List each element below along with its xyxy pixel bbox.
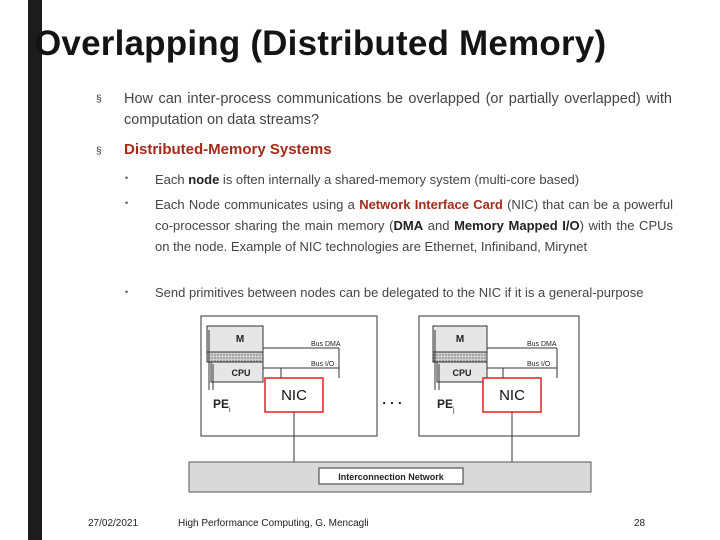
bus-io-label: Bus I/O <box>527 361 551 368</box>
bus-dma-label: Bus DMA <box>527 341 557 348</box>
bullet-marker: § <box>96 94 102 105</box>
bus-dma-label: Bus DMA <box>311 341 341 348</box>
ellipsis: . . . <box>382 391 402 407</box>
sub-bullet-marker: • <box>125 198 129 208</box>
cpu-label: CPU <box>452 368 472 378</box>
memory-label: M <box>235 334 245 345</box>
network-label: Interconnection Network <box>338 472 444 482</box>
sub-bullet-marker: • <box>125 173 129 183</box>
pe-label: PE <box>213 397 230 411</box>
footer-page-number: 28 <box>634 518 646 529</box>
nic-label: NIC <box>281 387 307 404</box>
pe-subscript: i <box>229 407 231 414</box>
nic-label: NIC <box>499 387 525 404</box>
bullet-text-question: How can inter-process communications be overlapped (or partially overlapped) with computation on data streams? <box>124 91 672 128</box>
slide-title: Overlapping (Distributed Memory) <box>34 24 607 63</box>
sub-bullet-nic: Each Node communicates using a Network Interface Card (NIC) that can be a powerful co-processor sharing the main memory (DMA and Memory Mapped I/O) with the CPUs on the node. Example of NIC technologies are Ethernet, Infiniband, Mirynet <box>155 197 674 254</box>
bus-io-label: Bus I/O <box>311 361 335 368</box>
sub-bullet-marker: • <box>125 287 129 297</box>
sub-bullet-node: Each node is often internally a shared-memory system (multi-core based) <box>155 172 580 187</box>
pe-subscript: j <box>453 407 455 414</box>
pe-label: PE <box>437 397 454 411</box>
footer-course: High Performance Computing, G. Mencagli <box>178 518 369 529</box>
distributed-memory-diagram <box>187 306 593 496</box>
pe-node-right <box>419 316 579 462</box>
bullet-marker: § <box>96 146 102 157</box>
pe-node-left <box>201 316 377 462</box>
bullet-heading-distributed-memory: Distributed-Memory Systems <box>124 141 332 158</box>
footer-date: 27/02/2021 <box>88 518 139 529</box>
memory-label: M <box>455 334 465 345</box>
sub-bullet-send-primitives: Send primitives between nodes can be delegated to the NIC if it is a general-purpose <box>155 285 644 300</box>
cpu-label: CPU <box>231 368 251 378</box>
left-accent-bar <box>28 0 42 540</box>
